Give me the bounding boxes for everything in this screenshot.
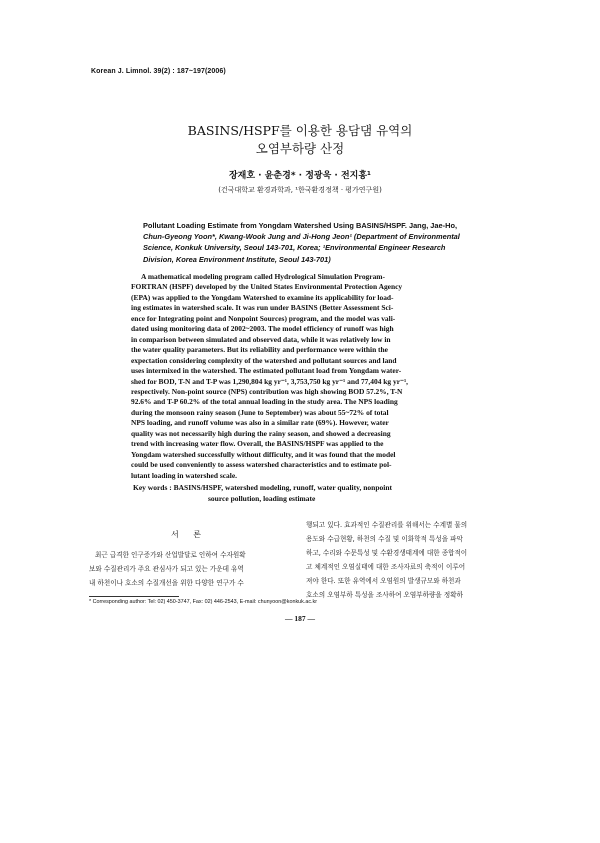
body-line: 용도와 수급현황, 하천의 수질 및 이화학적 특성을 파악 [306, 535, 463, 544]
keywords [133, 483, 469, 504]
body-line: 최근 급격한 인구증가와 산업발달로 인하여 수자원확 [95, 551, 246, 560]
body-line: 져야 한다. 또한 유역에서 오염원의 발생규모와 하천과 [306, 577, 461, 586]
english-title-block [143, 220, 463, 265]
left-column [89, 518, 289, 590]
english-title-line: Science, Konkuk University, Seoul 143-701, Korea; ¹Environmental Engineer Research [143, 243, 446, 253]
abstract-line: the water quality parameters. But its reliability and performance were within the [131, 345, 388, 355]
keywords-line-2: source pollution, loading estimate [208, 493, 316, 503]
abstract-line: during the monsoon rainy season (June to September) was about 55~72% of total [131, 407, 389, 417]
abstract-line: (EPA) was applied to the Yongdam Watershed to examine its applicability for load- [131, 292, 394, 302]
english-title-line: Chun-Gyeong Yoon*, Kwang-Wook Jung and Ji-Hong Jeon¹ (Department of Environmental [143, 232, 460, 242]
abstract-line: Yongdam watershed successfully without difficulty, and it was found that the model [131, 449, 396, 459]
korean-title-line-1: BASINS/HSPF를 이용한 용담댐 유역의 [187, 123, 413, 138]
corresponding-author-footnote: * Corresponding author: Tel: 02) 450-3747, Fax: 02) 446-2543, E-mail: chunyoon@konkuk.ac.kr [89, 599, 318, 605]
body-line: 고 체계적인 오염실태에 대한 조사자료의 축적이 이루어 [306, 563, 466, 572]
abstract-line: expectation considering complexity of the watershed and pollutant sources and land [131, 355, 397, 365]
abstract-line: A mathematical modeling program called Hydrological Simulation Program- [141, 272, 385, 281]
abstract-line: in comparison between simulated and observed data, while it was relatively low in [131, 334, 391, 344]
korean-affiliation: (건국대학교 환경과학과, ¹한국환경정책 · 평가연구원) [218, 186, 382, 194]
abstract-line: uses intermixed in the watershed. The estimated pollutant load from Yongdam water- [131, 366, 402, 376]
body-line: 호소의 오염부하 특성을 조사하여 오염부하량을 정확하 [306, 591, 463, 600]
english-title-line: Pollutant Loading Estimate from Yongdam Watershed Using BASINS/HSPF. Jang, Jae-Ho, [143, 221, 458, 230]
abstract-line: lutant loading in watershed scale. [131, 470, 237, 480]
abstract [131, 272, 469, 481]
keywords-text: BASINS/HSPF, watershed modeling, runoff, water quality, nonpoint [173, 483, 392, 492]
abstract-line: could be used conveniently to assess watershed characteristics and to estimate pol- [131, 460, 392, 470]
journal-header: Korean J. Limnol. 39(2) : 187~197(2006) [91, 68, 226, 75]
abstract-line: trend with increasing water flow. Overall, the BASINS/HSPF was applied to the [131, 439, 384, 449]
keywords-label: Key words : [133, 483, 174, 492]
abstract-line: NPS loading, and runoff volume was also in a similar rate (69%). However, water [131, 418, 389, 428]
keywords-line-1 [133, 483, 469, 494]
abstract-line: quality was not necessarily high during the rainy season, and showed a decreasing [131, 428, 391, 438]
right-column [306, 518, 506, 603]
abstract-line: respectively. Non-point source (NPS) contribution was high showing BOD 57.2%, T-N [131, 386, 403, 396]
body-line: 행되고 있다. 효과적인 수질관리를 위해서는 수계별 물의 [306, 521, 468, 529]
abstract-line: ence for Integrating point and Nonpoint Sources) program, and the model was vali- [131, 313, 396, 323]
body-line: 내 하천이나 호소의 수질개선을 위한 다양한 연구가 수 [89, 579, 244, 588]
abstract-line: shed for BOD, T-N and T-P was 1,290,804 kg yr⁻¹, 3,753,750 kg yr⁻¹ and 77,404 kg yr⁻¹, [131, 376, 409, 386]
abstract-line: dated using monitoring data of 2002~2003. The model efficiency of runoff was high [131, 324, 394, 334]
abstract-line: 92.6% and T-P 60.2% of the total annual loading in the study area. The NPS loading [131, 397, 398, 407]
english-title-line: Division, Korea Environment Institute, Seoul 143-701) [143, 254, 331, 264]
footnote-divider [89, 596, 179, 597]
abstract-line: FORTRAN (HSPF) developed by the United States Environmental Protection Agency [131, 282, 403, 292]
body-line: 보와 수질관리가 주요 관심사가 되고 있는 가운데 유역 [89, 565, 244, 574]
abstract-line: ing estimates in watershed scale. It was run under BASINS (Better Assessment Sci- [131, 303, 394, 313]
korean-title-line-2: 오염부하량 산정 [255, 141, 345, 156]
page-number: — 187 — [285, 614, 315, 623]
section-heading-introduction: 서 론 [171, 530, 207, 539]
body-line: 하고, 수리와 수문특성 및 수환경생태계에 대한 종합적이 [306, 549, 468, 558]
korean-authors: 장재호 · 윤춘경* · 정광욱 · 전지홍¹ [228, 171, 372, 181]
